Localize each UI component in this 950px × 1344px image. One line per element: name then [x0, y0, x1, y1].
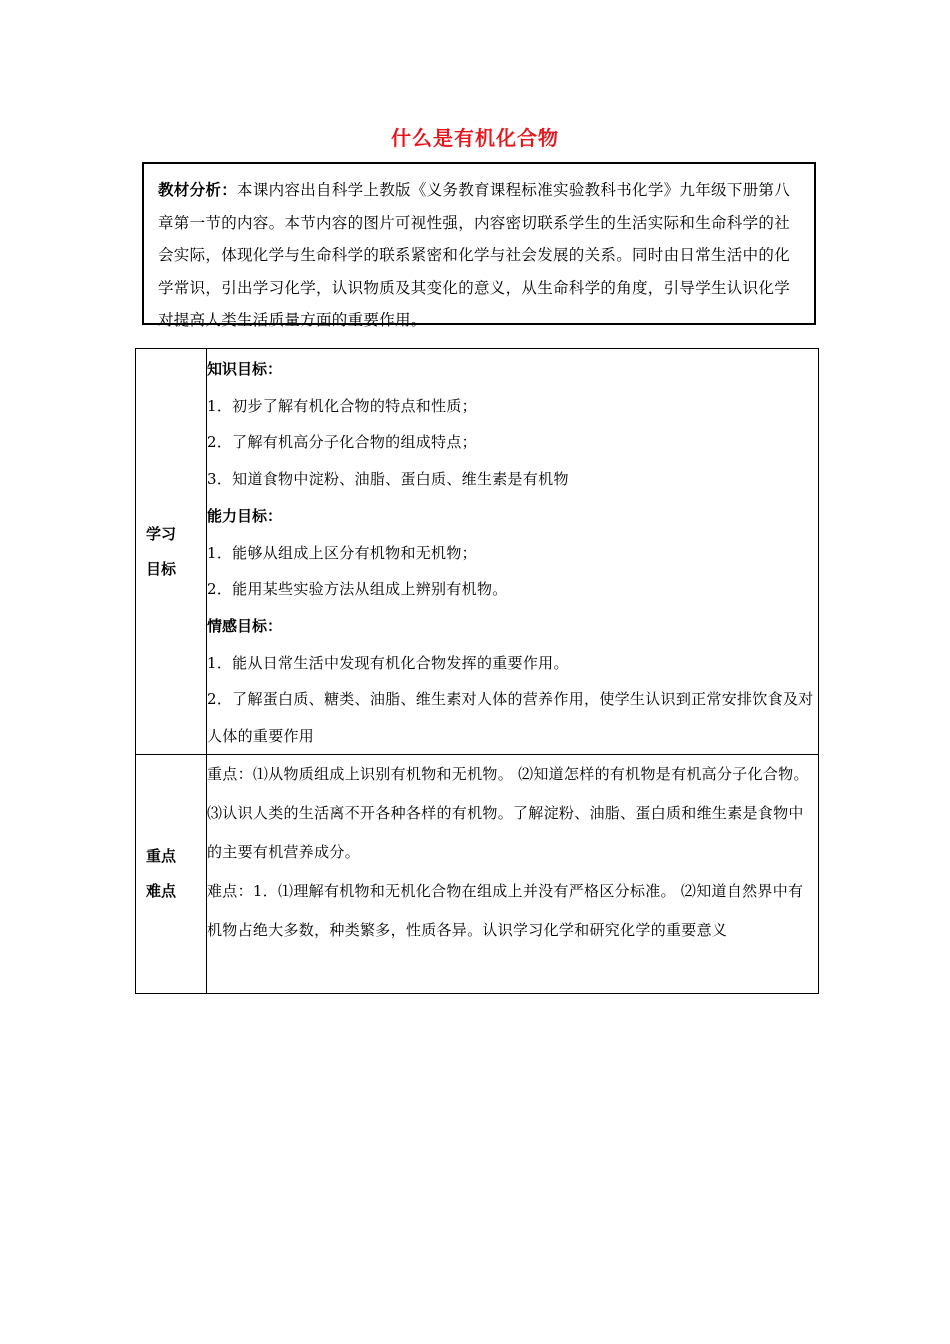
emotion-goal-heading: 情感目标： — [207, 616, 283, 635]
ability-goal-heading: 能力目标： — [207, 506, 283, 525]
goals-side-cell — [136, 349, 207, 755]
goals-side-label-2: 目标 — [146, 559, 177, 578]
keys-side-label-2: 难点 — [146, 882, 177, 900]
ability-goal-item: 2．能用某些实验方法从组成上辨别有机物。 — [207, 580, 508, 599]
page-title: 什么是有机化合物 — [391, 126, 559, 150]
emotion-goal-item: 2．了解蛋白质、糖类、油脂、维生素对人体的营养作用，使学生认识到正常安排饮食及对人体的重要作用 — [207, 690, 814, 746]
keys-row — [136, 755, 819, 994]
keys-content-cell — [207, 755, 819, 994]
goals-content-cell — [207, 349, 819, 755]
knowledge-goal-item: 3．知道食物中淀粉、油脂、蛋白质、维生素是有机物 — [207, 470, 569, 489]
analysis-text: 本课内容出自科学上教版《义务教育课程标准实验教科书化学》九年级下册第八章第一节的内容。本节内容的图片可视性强，内容密切联系学生的生活实际和生命科学的社会实际，体现化学与生命科学的联系紧密和化学与社会发展的关系。同时由日常生活中的化学常识，引出学习化学，认识物质及其变化的意义，从生命科学的角度，引导学生认识化学对提高人类生活质量方面的重要作用。 — [158, 181, 791, 330]
ability-goal-item: 1．能够从组成上区分有机物和无机物； — [207, 543, 477, 562]
knowledge-goal-heading: 知识目标： — [207, 360, 283, 378]
emotion-goal-item: 1．能从日常生活中发现有机化合物发挥的重要作用。 — [207, 653, 569, 672]
lesson-table — [135, 348, 819, 994]
knowledge-goal-item: 1．初步了解有机化合物的特点和性质； — [207, 396, 477, 415]
keys-side-cell — [136, 755, 207, 994]
goals-row — [136, 349, 819, 755]
analysis-label: 教材分析： — [158, 181, 238, 199]
goals-side-label-1: 学习 — [146, 524, 177, 543]
textbook-analysis-box — [142, 162, 816, 330]
difficult-points-text: 难点：1．⑴理解有机物和无机化合物在组成上并没有严格区分标准。 ⑵知道自然界中有机物占绝大多数，种类繁多，性质各异。认识学习化学和研究化学的重要意义 — [207, 882, 804, 939]
keys-side-label-1: 重点 — [146, 847, 177, 865]
key-points-text: 重点：⑴从物质组成上识别有机物和无机物。 ⑵知道怎样的有机物是有机高分子化合物。 ⑶认识人类的生活离不开各种各样的有机物。了解淀粉、油脂、蛋白质和维生素是食物中的主要有机营养成分。 — [207, 765, 809, 861]
knowledge-goal-item: 2．了解有机高分子化合物的组成特点； — [207, 433, 477, 452]
